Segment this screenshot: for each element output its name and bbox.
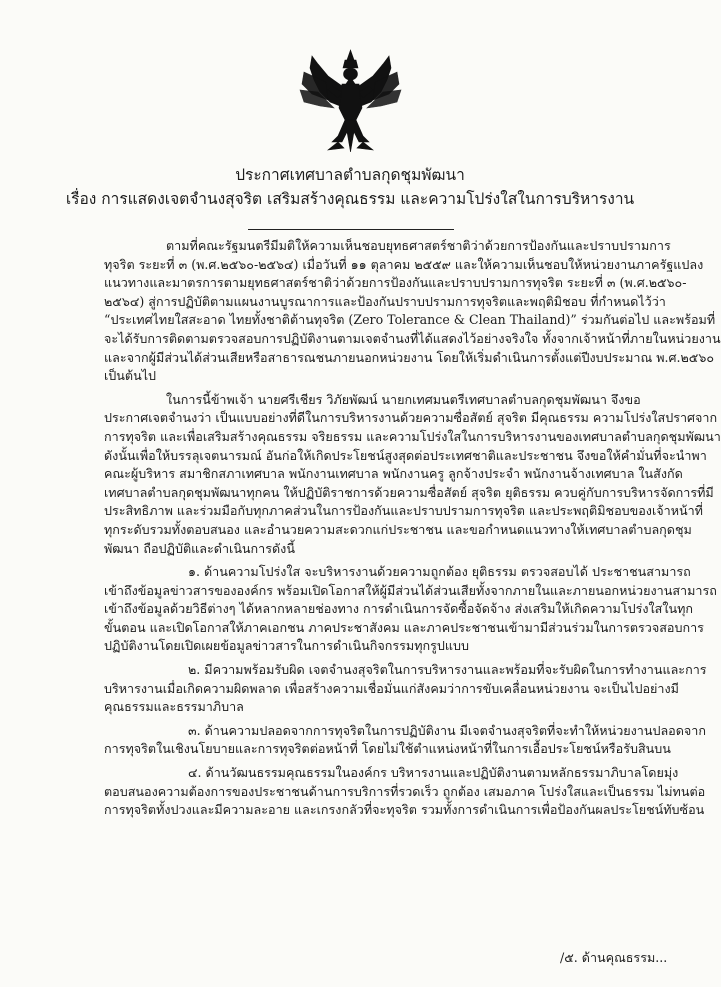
title-divider [248,229,454,230]
item-1-transparency [104,563,717,656]
text-line: คณะผู้บริหาร สมาชิกสภาเทศบาล พนักงานเทศบาล พนักงานครู ลูกจ้างประจำ พนักงานจ้างเทศบาล ในสังกัด [104,466,683,482]
text-line: ดังนั้นเพื่อให้บรรลุเจตนารมณ์ อันก่อให้เกิดประโยชน์สูงสุดต่อประเทศชาติและประชาชน จึงขอให้คำมั่นที่จะนำพา [104,447,707,463]
item-3-corruption-free [104,722,707,759]
text-line: ๒. มีความพร้อมรับผิด เจตจำนงสุจริตในการบริหารงานและพร้อมที่จะรับผิดในการทำงานและการ [188,662,707,678]
text-line: ปฏิบัติงานโดยเปิดเผยข้อมูลข่าวสารในการดำเนินกิจกรรมทุกรูปแบบ [104,638,470,654]
text-line: เป็นต้นไป [104,368,157,384]
text-line: การทุจริต และเพื่อเสริมสร้างคุณธรรม จริยธรรม และความโปร่งใสในการบริหารงานของเทศบาลตำบลกุดชุมพัฒนา [104,428,721,444]
text-line: ตอบสนองความต้องการของประชาชนด้านการบริการที่รวดเร็ว ถูกต้อง เสมอภาค โปร่งใสและเป็นธรรม ไม่ทนต่อ [104,783,706,799]
text-line: ประกาศเจตจำนงว่า เป็นแบบอย่างที่ดีในการบริหารงานด้วยความซื่อสัตย์ สุจริต มีคุณธรรม ความโปร่งใสปราศจาก [104,410,718,426]
title-block [0,163,700,211]
text-line: เข้าถึงข้อมูลข่าวสารขององค์กร พร้อมเปิดโอกาสให้ผู้มีส่วนได้ส่วนเสียทั้งจากภายในและภายนอกหน่วยงานสามารถ [104,582,717,598]
text-line: ๓. ด้านความปลอดจากการทุจริตในการปฏิบัติงาน มีเจตจำนงสุจริตที่จะทำให้หน่วยงานปลอดจาก [188,722,707,738]
announcement-body [104,237,721,825]
text-line: บริหารงานเมื่อเกิดความผิดพลาด เพื่อสร้างความเชื่อมั่นแก่สังคมว่าการขับเคลื่อนหน่วยงาน จะเป็นไปอย่างมี [104,680,679,696]
text-line: การทุจริตในเชิงนโยบายและการทุจริตต่อหน้าที่ โดยไม่ใช้ตำแหน่งหน้าที่ในการเอื้อประโยชน์หรือรับสินบน [104,741,671,757]
text-line: การทุจริตทั้งปวงและมีความละอาย และเกรงกลัวที่จะทุจริต รวมทั้งการดำเนินการเพื่อป้องกันผลประโยชน์ทับซ้อน [104,802,705,818]
text-line: ในการนี้ข้าพเจ้า นายศรีเชียร วิภัยพัฒน์ นายกเทศมนตรีเทศบาลตำบลกุดชุมพัฒนา จึงขอ [166,391,641,407]
text-line: ประสิทธิภาพ และร่วมมือกับทุกภาคส่วนในการป้องกันและปราบปรามการทุจริต และประพฤติมิชอบของเจ้าหน้าที่ [104,503,703,519]
text-line: ตามที่คณะรัฐมนตรีมีมติให้ความเห็นชอบยุทธศาสตร์ชาติว่าด้วยการป้องกันและปราบปรามการ [166,238,671,253]
text-line: ขั้นตอน และเปิดโอกาสให้ภาคเอกชน ภาคประชาสังคม และภาคประชาชนเข้ามามีส่วนร่วมในการตรวจสอบการ [104,619,704,635]
text-line: คุณธรรมและธรรมาภิบาล [104,699,244,715]
text-line: เทศบาลตำบลกุดชุมพัฒนาทุกคน ให้ปฏิบัติราชการด้วยความซื่อสัตย์ สุจริต ยุติธรรม ควบคู่กับการบริหารจัดการที่มี [104,484,714,500]
item-4-integrity-culture [104,764,706,820]
text-line: ๔. ด้านวัฒนธรรมคุณธรรมในองค์กร บริหารงานและปฏิบัติงานตามหลักธรรมาภิบาลโดยมุ่ง [188,765,679,781]
garuda-emblem [298,46,403,156]
text-line: ทุจริต ระยะที่ ๓ (พ.ศ.๒๕๖๐-๒๕๖๔) เมื่อวันที่ ๑๑ ตุลาคม ๒๕๕๙ และให้ความเห็นชอบให้หน่วยงานภาครัฐแปลง [104,256,704,272]
paragraph-1 [104,237,721,386]
text-line: ทุกระดับรวมทั้งตอบสนอง และอำนวยความสะดวกแก่ประชาชน และขอกำหนดแนวทางให้เทศบาลตำบลกุดชุม [104,521,692,537]
text-line: พัฒนา ถือปฏิบัติและดำเนินการดังนี้ [104,540,295,556]
text-line: แนวทางและมาตรการตามยุทธศาสตร์ชาติว่าด้วยการป้องกันและปราบปรามการทุจริต ระยะที่ ๓ (พ.ศ.๒๕๖๐- [104,275,687,291]
text-line: ๑. ด้านความโปร่งใส จะบริหารงานด้วยความถูกต้อง ยุติธรรม ตรวจสอบได้ ประชาชนสามารถ [188,564,691,580]
text-line: “ประเทศไทยใสสะอาด ไทยทั้งชาติต้านทุจริต (Zero Tolerance & Clean Thailand)” ร่วมกันต่อไป และพร้อมที่ [104,312,716,328]
text-line: และจากผู้มีส่วนได้ส่วนเสียหรือสาธารณชนภายนอกหน่วยงาน โดยให้เริ่มดำเนินการตั้งแต่ปีงบประมาณ พ.ศ.๒๕๖๐ [104,349,715,365]
page-continuation: /๕. ด้านคุณธรรม... [560,950,668,965]
text-line: จะได้รับการติดตามตรวจสอบการปฏิบัติงานตามเจตจำนงที่ได้แสดงไว้อย่างจริงใจ ทั้งจากเจ้าหน้าที่ภายในหน่วยงาน [104,330,721,346]
item-2-accountability [104,661,707,717]
announcement-subject: เรื่อง การแสดงเจตจำนงสุจริต เสริมสร้างคุณธรรม และความโปร่งใสในการบริหารงาน [65,190,635,208]
paragraph-2 [104,391,721,558]
announcement-title: ประกาศเทศบาลตำบลกุดชุมพัฒนา [235,166,465,184]
text-line: ๒๕๖๔) สู่การปฏิบัติตามแผนงานบูรณาการและป้องกันปราบปรามการทุจริตและพฤติมิชอบ ที่กำหนดไว้ว่า [104,293,666,309]
text-line: เข้าถึงข้อมูลด้วยวิธีต่างๆ ได้หลากหลายช่องทาง การดำเนินการจัดซื้อจัดจ้าง ส่งเสริมให้เกิดความโปร่งใสในทุก [104,601,694,617]
